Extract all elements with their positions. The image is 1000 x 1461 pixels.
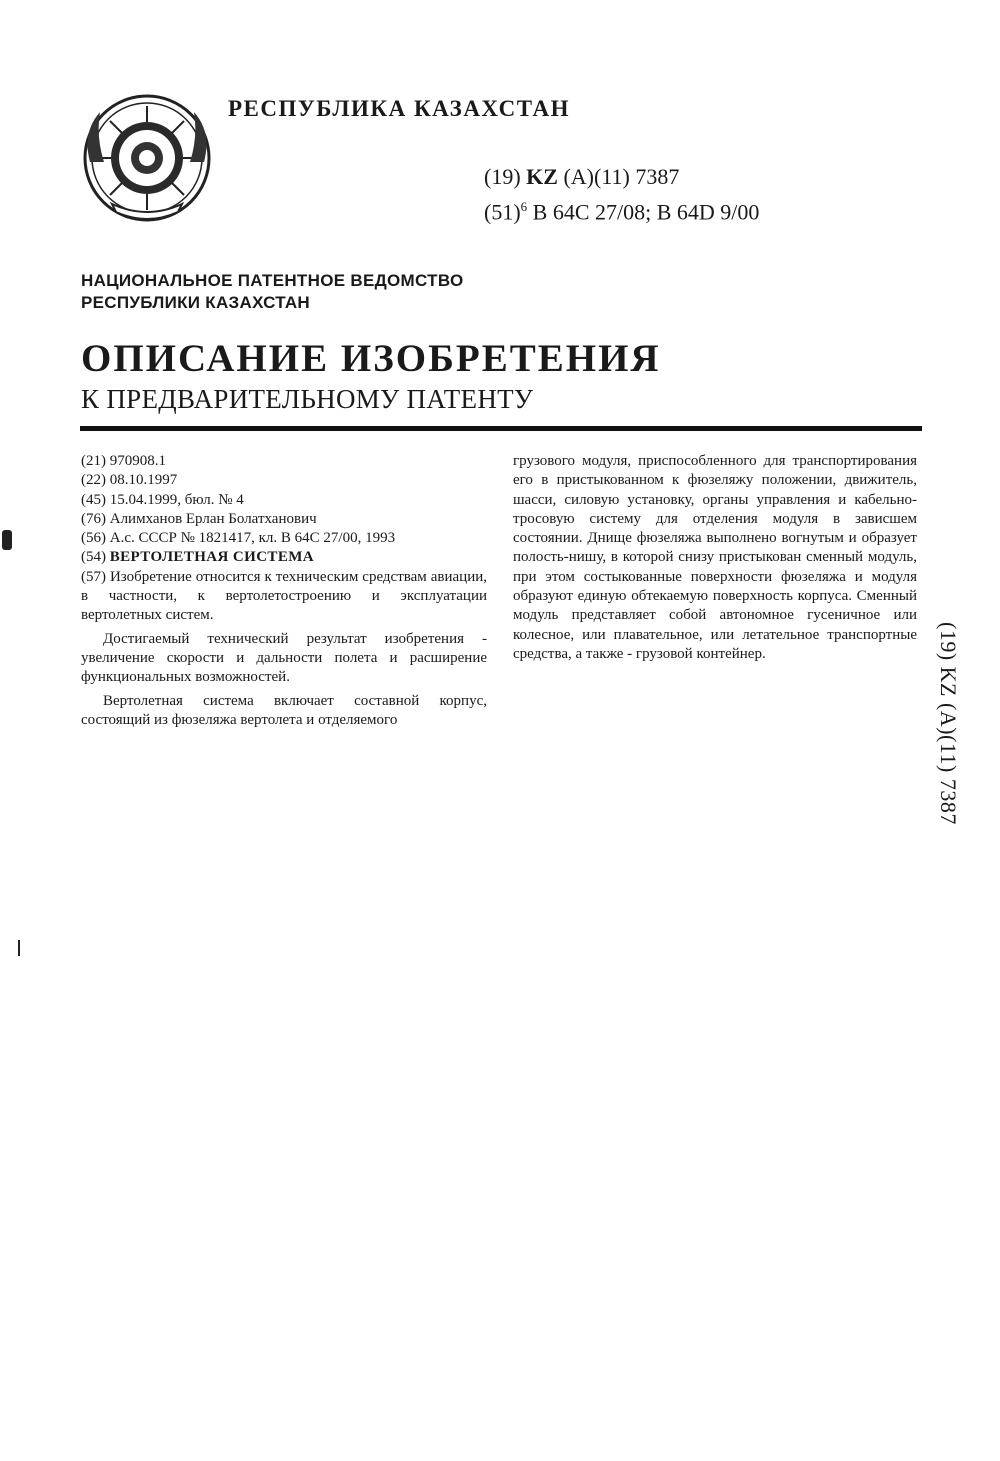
scan-mark xyxy=(18,940,20,956)
code-line-19: (19) KZ (A)(11) 7387 xyxy=(484,164,680,189)
code-line-51: $(51)^6$ B 64C 27/08; B 64D 9/00 xyxy=(484,199,760,225)
abstract-paragraph-1: (57) Изобретение относится к техническим средствам авиации, в частности, к вертолетостроению и эксплуатации вертолетных систем. xyxy=(81,568,487,624)
field-45: (45) 15.04.1999, бюл. № 4 xyxy=(81,491,244,508)
field-56: (56) А.с. СССР № 1821417, кл. В 64С 27/00, 1993 xyxy=(81,530,396,547)
document-title: ОПИСАНИЕ ИЗОБРЕТЕНИЯ xyxy=(81,337,661,380)
country-heading: РЕСПУБЛИКА КАЗАХСТАН xyxy=(228,96,570,121)
document-subtitle: К ПРЕДВАРИТЕЛЬНОМУ ПАТЕНТУ xyxy=(81,384,534,414)
title-divider xyxy=(80,426,922,431)
office-line-1: НАЦИОНАЛЬНОЕ ПАТЕНТНОЕ ВЕДОМСТВО xyxy=(81,271,464,290)
field-76: (76) Алимханов Ерлан Болатханович xyxy=(81,510,317,527)
patent-codes xyxy=(484,162,759,227)
office-line-2: РЕСПУБЛИКИ КАЗАХСТАН xyxy=(81,293,311,312)
field-54: (54) ВЕРТОЛЕТНАЯ СИСТЕМА xyxy=(81,549,315,566)
right-column xyxy=(513,452,917,664)
side-patent-code: (19) KZ (A)(11) 7387 xyxy=(936,622,961,825)
state-emblem-icon xyxy=(82,92,212,227)
invention-title: ВЕРТОЛЕТНАЯ СИСТЕМА xyxy=(109,549,315,566)
abstract-paragraph-3: Вертолетная система включает составной корпус, состоящий из фюзеляжа вертолета и отделяемого xyxy=(81,692,487,728)
abstract-paragraph-2: Достигаемый технический результат изобретения - увеличение скорости и дальности полета и расширение функциональных возможностей. xyxy=(81,630,487,686)
abstract-paragraph-4: грузового модуля, приспособленного для транспортирования его в пристыкованном к фюзеляжу положении, движитель, шасси, силовую установку, органы управления и кабельно-тросовую систему для отделения модуля в зависшем состоянии. Днище фюзеляжа выполнено вогнутым и образует полость-нишу, в которой снизу пристыкован сменный модуль, при этом состыкованные поверхности фюзеляжа и модуля образуют единую обтекаемую поверхность корпуса. Сменный модуль представляет собой автономное гусеничное или колесное, или плавательное, или летательное транспортные средства, а также - грузовой контейнер. xyxy=(513,453,917,662)
left-column xyxy=(81,452,487,730)
scan-mark xyxy=(2,530,12,550)
field-22: (22) 08.10.1997 xyxy=(81,472,178,489)
patent-office xyxy=(81,270,464,314)
field-21: (21) 970908.1 xyxy=(81,453,166,469)
